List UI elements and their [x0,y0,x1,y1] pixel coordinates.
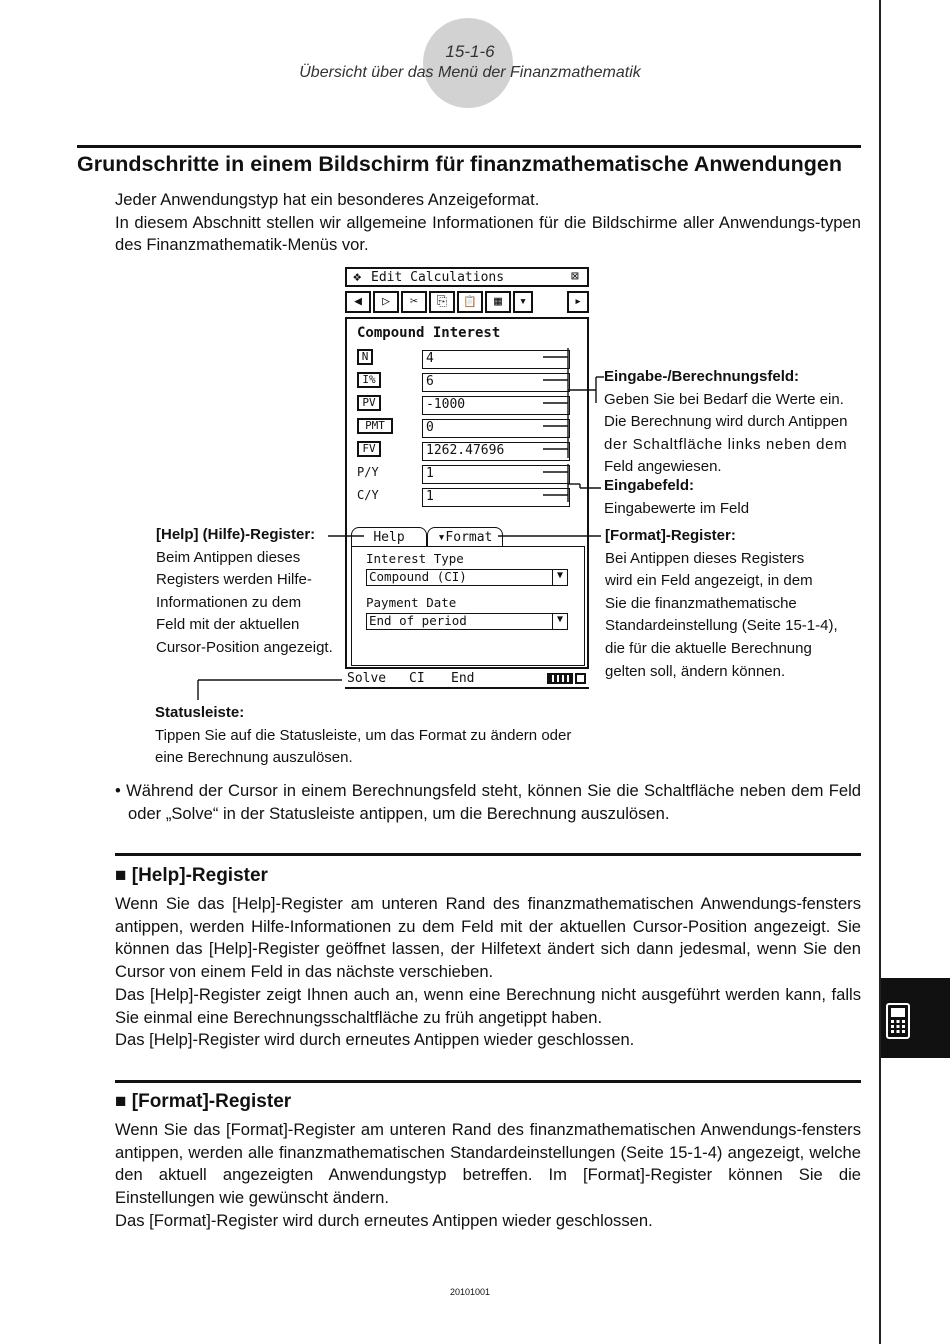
main-heading: Grundschritte in einem Bildschirm für finanzmathematische Anwendungen [77,152,842,176]
callout-input-field [604,475,749,520]
paragraph: Das [Help]-Register zeigt Ihnen auch an, wenn eine Berechnung nicht ausgeführt werden kann, falls Sie einmal eine Berechnungsschaltfläche zu früh angetippt haben. [115,984,861,1027]
callout-line: Sie die finanzmathematische [605,594,797,612]
callout-line: Informationen zu dem [156,593,302,611]
page-number: 15-1-6 [445,42,495,61]
paragraph: Das [Format]-Register wird durch erneutes Antippen wieder geschlossen. [115,1210,653,1230]
end-indicator[interactable]: End [451,671,475,686]
bullet-note [115,780,861,825]
section-rule [115,1080,861,1083]
field-value-i[interactable]: 6 [422,373,570,392]
callout-line: die für die aktuelle Berechnung [605,639,812,657]
field-value-pmt[interactable]: 0 [422,419,570,438]
callout-line: eine Berechnung auszulösen. [155,749,353,767]
callout-line: Die Berechnung wird durch Antippen [604,413,848,431]
field-label-py: P/Y [357,465,379,479]
chevron-down-icon[interactable]: ▼ [552,569,567,585]
dropdown-icon[interactable]: ▾ [513,291,533,313]
callout-line: Feld angewiesen. [604,458,722,476]
callout-title: Eingabe-/Berechnungsfeld: [604,368,800,385]
field-value-n[interactable]: 4 [422,350,570,369]
format-section-body [115,1119,861,1233]
next-icon[interactable]: ▸ [567,291,589,313]
field-label-cy: C/Y [357,488,379,502]
callout-line: Eingabewerte im Feld [604,499,750,517]
tab-help[interactable]: Help [351,527,427,547]
callout-line: Standardeinstellung (Seite 15-1-4), [605,617,838,635]
screen-title: Compound Interest [357,325,501,341]
menu-chevron-icon[interactable]: ❖ [353,269,362,285]
paragraph: Wenn Sie das [Format]-Register am unteren Rand des finanzmathematischen Anwendungs-fensters antippen, werden alle finanzmathematischen Standardeinstellungen (Seite 15-1-4) angezeigt, welche den aktuell angezeigten Anwendungstyp betreffen. Im [Format]-Register können Sie die Einstellungen wie gewünscht ändern. [115,1120,861,1208]
format-section-heading: ■ [Format]-Register [115,1091,292,1112]
help-section-body [115,893,861,1052]
callout-title: [Format]-Register: [605,527,736,544]
field-value-py[interactable]: 1 [422,465,570,484]
callout-status-bar [155,702,571,770]
field-button-pmt[interactable]: PMT [357,418,393,434]
ci-indicator[interactable]: CI [409,671,425,686]
callout-line: Registers werden Hilfe- [156,571,312,589]
callout-line: Feld mit der aktuellen [156,616,300,634]
field-value-fv[interactable]: 1262.47696 [422,442,570,461]
paste-icon[interactable]: 📋 [457,291,483,313]
callout-line: Bei Antippen dieses Registers [605,549,805,567]
payment-date-value: End of period [369,613,467,628]
paragraph: Das [Help]-Register wird durch erneutes Antippen wieder geschlossen. [115,1030,635,1050]
callout-title: [Help] (Hilfe)-Register: [156,526,316,543]
section-rule [115,853,861,856]
field-value-cy[interactable]: 1 [422,488,570,507]
footer-code: 20101001 [449,1287,491,1297]
interest-type-label: Interest Type [366,551,464,566]
callout-line: gelten soll, ändern können. [605,662,786,680]
solve-button[interactable]: Solve [347,671,387,686]
field-button-fv[interactable]: FV [357,441,381,457]
table-icon[interactable]: ▦ [485,291,511,313]
callout-title: Eingabefeld: [604,477,695,494]
cut-icon[interactable]: ✂ [401,291,427,313]
callout-help-tab [156,524,333,660]
callout-line: Cursor-Position angezeigt. [156,638,333,656]
callout-line: Beim Antippen dieses [156,548,301,566]
callout-title: Statusleiste: [155,704,245,721]
copy-icon[interactable]: ⎘ [429,291,455,313]
play-icon[interactable]: ▷ [373,291,399,313]
callout-format-tab [605,525,838,683]
field-button-pv[interactable]: PV [357,395,381,411]
intro-line-1: Jeder Anwendungstyp hat ein besonderes Anzeigeformat. [115,190,540,209]
field-button-i[interactable]: I% [357,372,381,388]
back-icon[interactable]: ◀ [345,291,371,313]
payment-date-label: Payment Date [366,595,457,610]
chevron-down-icon[interactable]: ▼ [552,613,567,629]
bullet-text: • Während der Cursor in einem Berechnungsfeld steht, können Sie die Schaltfläche neben dem Feld oder „Solve“ in der Statusleiste antippen, um die Berechnung auszulösen. [115,781,861,823]
section-title: Übersicht über das Menü der Finanzmathematik [299,64,641,81]
tab-format[interactable]: ▾Format [427,527,503,547]
field-button-n[interactable]: N [357,349,373,365]
menu-title[interactable]: Edit Calculations [371,270,505,285]
interest-type-value: Compound (CI) [369,569,467,584]
intro-line-2: In diesem Abschnitt stellen wir allgemeine Informationen für die Bildschirme aller Anwendungs-typen des Finanzmathematik-Menüs vor. [115,212,861,255]
callout-line: wird ein Feld angezeigt, in dem [605,572,813,590]
close-icon[interactable]: ⊠ [571,269,579,284]
callout-line: Geben Sie bei Bedarf die Werte ein. [604,390,844,408]
callout-line: der Schaltfläche links neben dem [604,435,848,453]
paragraph: Wenn Sie das [Help]-Register am unteren Rand des finanzmathematischen Anwendungs-fensters antippen, werden Hilfe-Informationen zu dem Feld mit der aktuellen Cursor-Position angezeigt. Sie können das [Help]-Register geöffnet lassen, der Hilfetext ändert sich dann jedesmal, wenn Sie den Cursor von einem Feld in das nächste verschieben. [115,894,861,982]
help-section-heading: ■ [Help]-Register [115,865,268,886]
field-value-pv[interactable]: -1000 [422,396,570,415]
callout-line: Tippen Sie auf die Statusleiste, um das Format zu ändern oder [155,726,572,744]
callout-input-calc-field [604,366,848,479]
